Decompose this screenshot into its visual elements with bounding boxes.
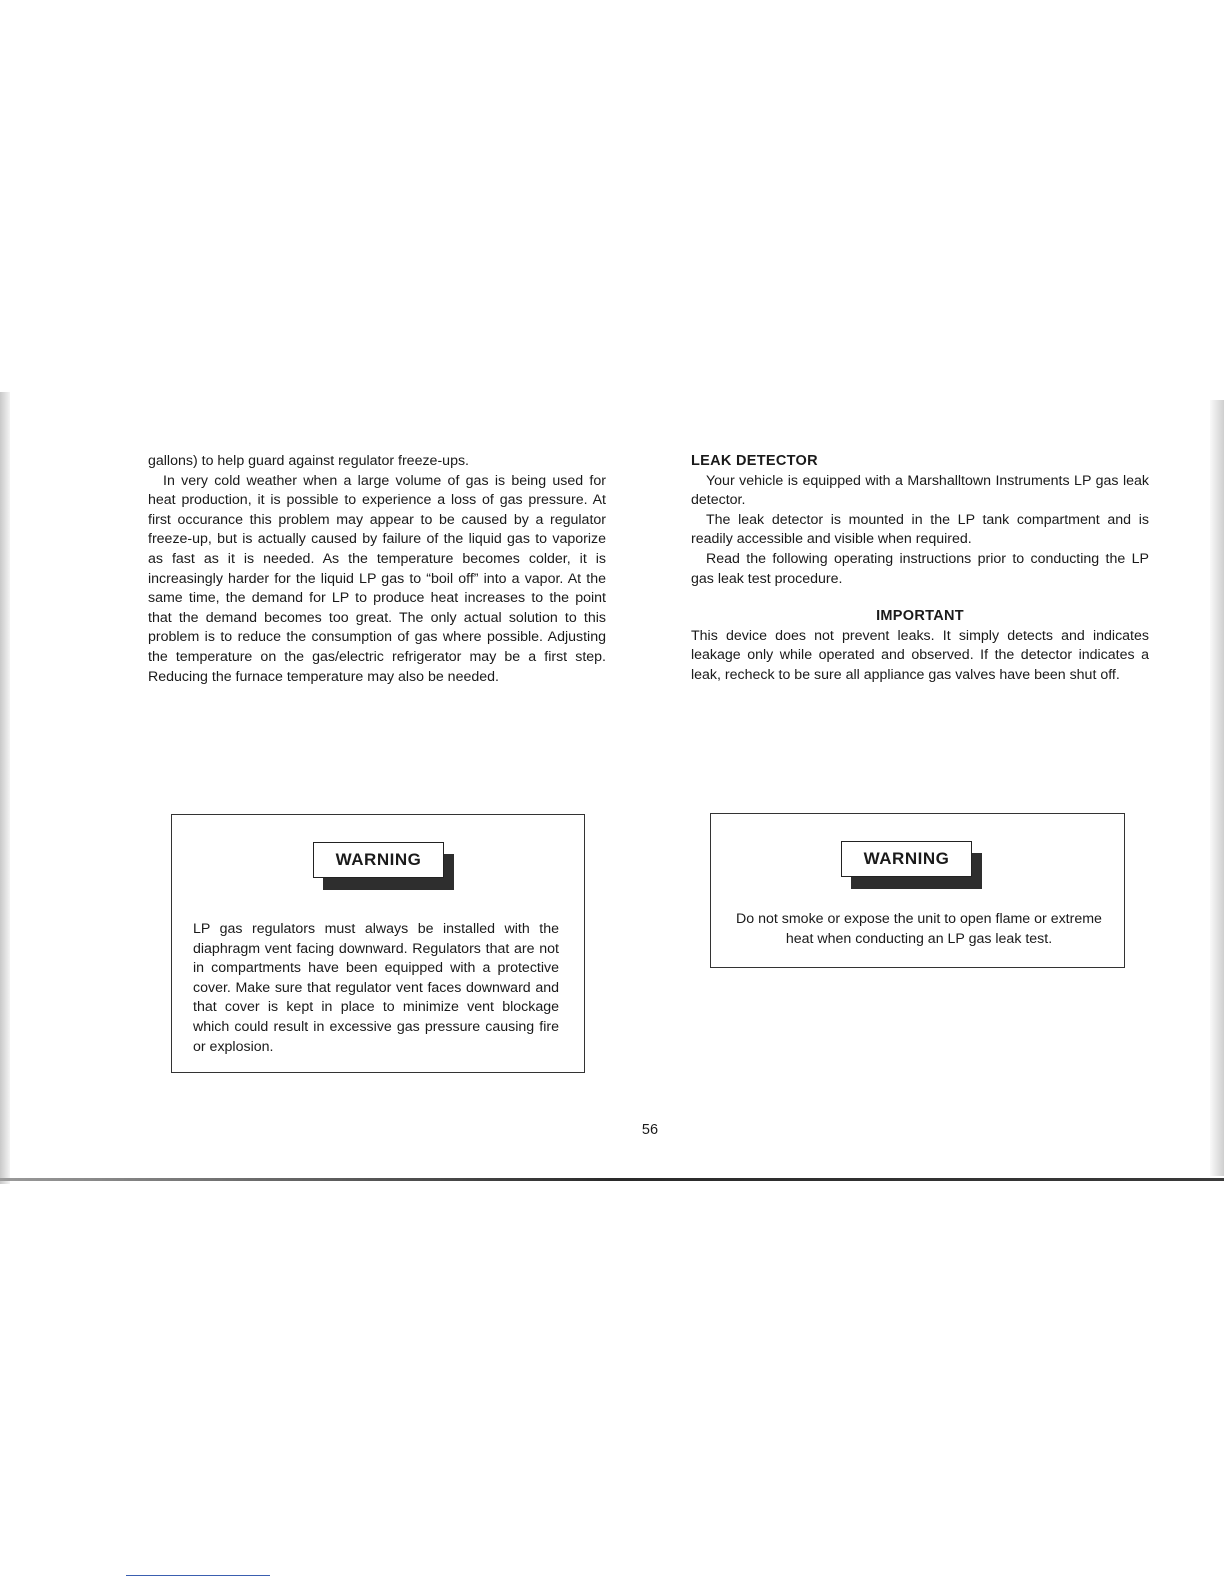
page-edge-left [0,392,10,1184]
page-number: 56 [641,1122,659,1138]
warning-box-leak-test [710,813,1125,968]
right-column [691,452,1149,686]
page-bottom-edge [0,1178,1224,1181]
left-paragraph-1: gallons) to help guard against regulator freeze-ups. [148,453,469,469]
warning-label: WARNING [841,841,972,877]
warning-box-regulator [171,814,585,1073]
left-column [148,452,606,687]
important-text: This device does not prevent leaks. It simply detects and indicates leakage only while operated and observed. If the detector indicates a leak, recheck to be sure all appliance gas valves have been shut off. [691,627,1149,683]
important-heading: IMPORTANT [876,608,964,625]
leak-detector-heading: LEAK DETECTOR [691,453,818,469]
warning-label: WARNING [313,842,444,878]
right-paragraph-2: The leak detector is mounted in the LP tank compartment and is readily accessible and visible when required. [691,511,1149,548]
right-paragraph-1: Your vehicle is equipped with a Marshalltown Instruments LP gas leak detector. [691,472,1149,509]
warning-text-leak-test: Do not smoke or expose the unit to open flame or extreme heat when conducting an LP gas leak test. [736,911,1102,947]
underline-stub [126,1575,270,1576]
right-paragraph-3: Read the following operating instructions prior to conducting the LP gas leak test procedure. [691,550,1149,587]
left-paragraph-2: In very cold weather when a large volume of gas is being used for heat production, it is possible to experience a loss of gas pressure. At first occurance this problem may appear to be caused by a regulator freeze-up, but is actually caused by failure of the liquid gas to vaporize as fast as it is needed. As the temperature becomes colder, it is increasingly harder for the liquid LP gas to “boil off” into a vapor. At the same time, the demand for LP to produce heat increases to the point that the demand becomes too great. The only actual solution to this problem is to reduce the consumption of gas where possible. Adjusting the temperature on the gas/electric refrigerator may be a first step. Reducing the furnace temperature may also be needed. [148,472,606,685]
page-edge-right [1210,400,1224,1176]
warning-text-regulator: LP gas regulators must always be installed with the diaphragm vent facing downward. Regulators that are not in compartments have been equipped with a protective cover. Make sure that regulator vent faces downward and that cover is kept in place to minimize vent blockage which could result in excessive gas pressure causing fire or explosion. [193,921,559,1055]
